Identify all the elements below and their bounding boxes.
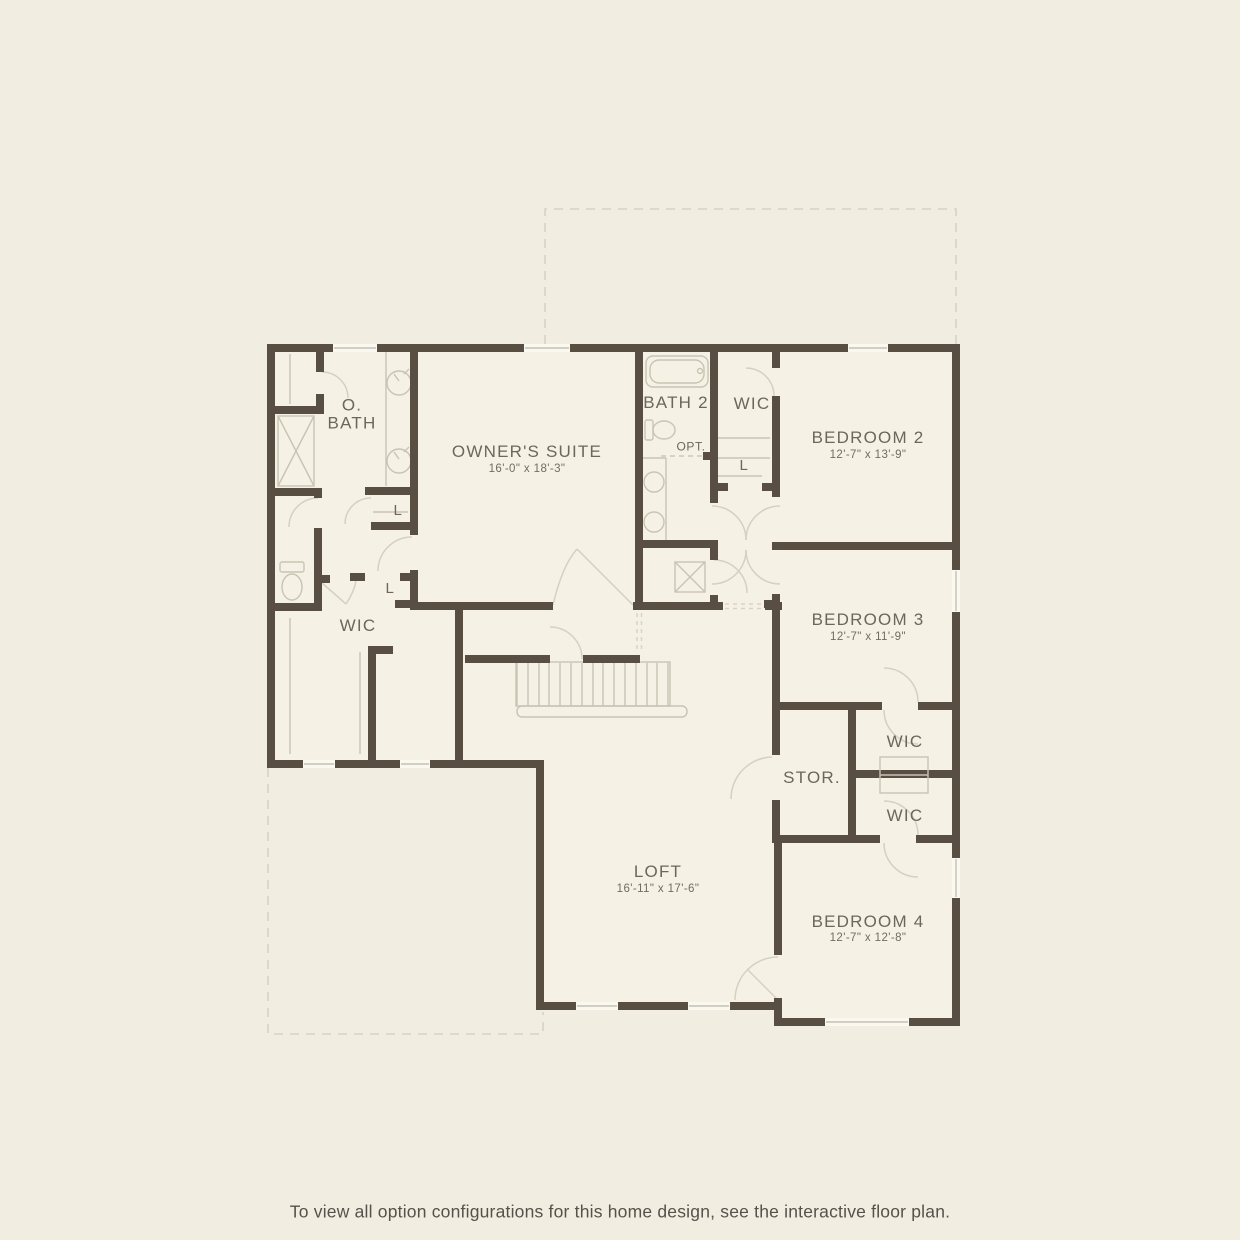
- room-label-bedroom-4: BEDROOM 4: [811, 911, 925, 931]
- room-dims-bedroom-3: 12'-7" x 11'-9": [830, 630, 906, 643]
- room-dims-owners-suite: 16'-0" x 18'-3": [488, 462, 566, 475]
- room-label-wic-owner: WIC: [339, 615, 377, 635]
- room-label-bath-2: BATH 2: [643, 392, 709, 412]
- linen-label-1: L: [393, 501, 403, 519]
- room-label-bedroom-2: BEDROOM 2: [811, 427, 925, 447]
- room-label-o-bath: O. BATH: [327, 395, 377, 433]
- linen-label-2: L: [385, 579, 395, 597]
- room-label-wic-upper: WIC: [886, 731, 924, 751]
- room-dims-bedroom-2: 12'-7" x 13'-9": [829, 448, 907, 461]
- room-label-wic-hall: WIC: [733, 393, 771, 413]
- room-label-wic-lower: WIC: [886, 805, 924, 825]
- room-dims-loft: 16'-11" x 17'-6": [616, 882, 700, 895]
- room-dims-bedroom-4: 12'-7" x 12'-8": [829, 931, 907, 944]
- room-label-owners-suite: OWNER'S SUITE: [451, 441, 603, 461]
- optional-label: OPT.: [676, 439, 706, 454]
- linen-label-3: L: [739, 456, 749, 474]
- room-label-storage: STOR.: [783, 767, 841, 787]
- room-label-loft: LOFT: [633, 861, 683, 881]
- footer-note: To view all option configurations for this home design, see the interactive floor plan.: [289, 1201, 951, 1222]
- room-label-bedroom-3: BEDROOM 3: [811, 609, 925, 629]
